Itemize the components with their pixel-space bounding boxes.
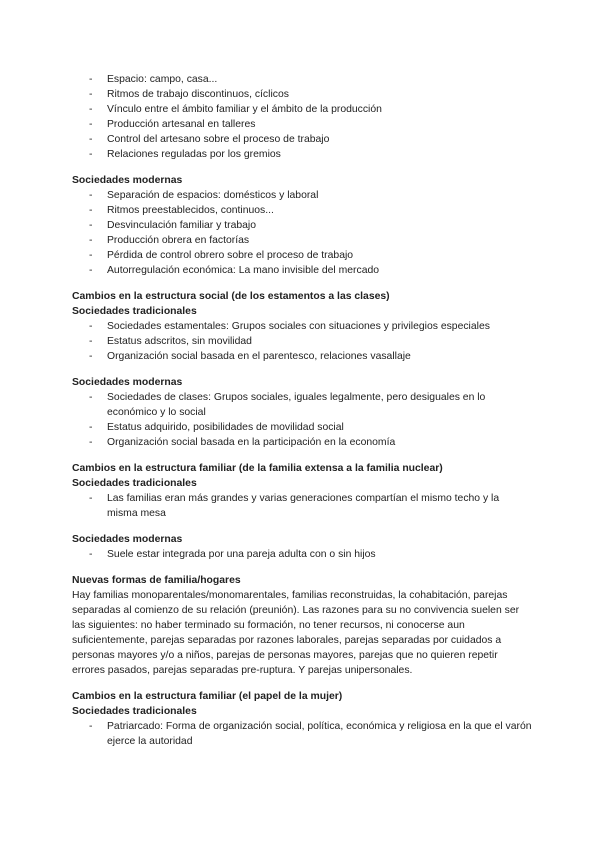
bullet-dash: - bbox=[89, 422, 93, 433]
list-item-text: Las familias eran más grandes y varias generaciones compartían el mismo techo y la misma mesa bbox=[107, 493, 500, 519]
list-item-text: Pérdida de control obrero sobre el proceso de trabajo bbox=[107, 250, 354, 261]
section-heading: Sociedades tradicionales bbox=[72, 706, 197, 717]
list-item bbox=[72, 491, 532, 521]
list-item bbox=[72, 233, 532, 248]
traditional-social-list bbox=[72, 319, 532, 364]
traditional-family-list bbox=[72, 491, 532, 521]
section-title: Nuevas formas de familia/hogares bbox=[72, 575, 241, 586]
list-item bbox=[72, 72, 532, 87]
bullet-dash: - bbox=[89, 89, 93, 100]
section-heading: Sociedades modernas bbox=[72, 377, 183, 388]
list-item-text: Estatus adscritos, sin movilidad bbox=[107, 336, 252, 347]
list-item bbox=[72, 147, 532, 162]
list-item-text: Organización social basada en el parentesco, relaciones vasallaje bbox=[107, 351, 411, 362]
spacer bbox=[72, 678, 532, 689]
list-item-text: Relaciones reguladas por los gremios bbox=[107, 149, 281, 160]
bullet-dash: - bbox=[89, 549, 93, 560]
list-item-text: Suele estar integrada por una pareja adulta con o sin hijos bbox=[107, 549, 376, 560]
list-item bbox=[72, 420, 532, 435]
section-heading: Sociedades tradicionales bbox=[72, 478, 197, 489]
list-item-text: Espacio: campo, casa... bbox=[107, 74, 218, 85]
bullet-dash: - bbox=[89, 220, 93, 231]
modern-social-list bbox=[72, 390, 532, 450]
bullet-dash: - bbox=[89, 119, 93, 130]
bullet-dash: - bbox=[89, 321, 93, 332]
document-content bbox=[72, 72, 532, 749]
modern-society-list bbox=[72, 188, 532, 278]
list-item-text: Sociedades estamentales: Grupos sociales con situaciones y privilegios especiales bbox=[107, 321, 490, 332]
list-item bbox=[72, 87, 532, 102]
list-item bbox=[72, 218, 532, 233]
list-item-text: Estatus adquirido, posibilidades de movilidad social bbox=[107, 422, 344, 433]
list-item bbox=[72, 117, 532, 132]
list-item bbox=[72, 349, 532, 364]
bullet-dash: - bbox=[89, 336, 93, 347]
list-item-text: Control del artesano sobre el proceso de trabajo bbox=[107, 134, 330, 145]
spacer bbox=[72, 562, 532, 573]
bullet-dash: - bbox=[89, 437, 93, 448]
section-heading: Sociedades modernas bbox=[72, 175, 183, 186]
list-item-text: Patriarcado: Forma de organización social, política, económica y religiosa en la que el varón ejerce la autoridad bbox=[107, 721, 532, 747]
list-item-text: Sociedades de clases: Grupos sociales, iguales legalmente, pero desiguales en lo económico y lo social bbox=[107, 392, 486, 418]
bullet-dash: - bbox=[89, 205, 93, 216]
list-item bbox=[72, 102, 532, 117]
modern-family-list bbox=[72, 547, 532, 562]
bullet-dash: - bbox=[89, 190, 93, 201]
bullet-dash: - bbox=[89, 74, 93, 85]
spacer bbox=[72, 450, 532, 461]
bullet-dash: - bbox=[89, 235, 93, 246]
bullet-dash: - bbox=[89, 104, 93, 115]
list-item-text: Vínculo entre el ámbito familiar y el ámbito de la producción bbox=[107, 104, 382, 115]
list-item bbox=[72, 334, 532, 349]
preindustrial-list bbox=[72, 72, 532, 162]
list-item bbox=[72, 719, 532, 749]
bullet-dash: - bbox=[89, 351, 93, 362]
list-item-text: Organización social basada en la participación en la economía bbox=[107, 437, 396, 448]
list-item bbox=[72, 319, 532, 334]
section-heading: Sociedades modernas bbox=[72, 534, 183, 545]
bullet-dash: - bbox=[89, 149, 93, 160]
body-paragraph: Hay familias monoparentales/monomarentales, familias reconstruidas, la cohabitación, parejas separadas al comienzo de su relación (preunión). Las razones para su no convivencia suelen ser las siguientes: no haber terminado su formación, no tener recursos, ni conocerse aun suficientemente, parejas separadas por razones laborales, parejas separadas por cuidados a personas mayores y/o a niños, parejas de personas mayores, parejas que no quieren repetir errores pasados, parejas separadas pre-ruptura. Y parejas unipersonales. bbox=[72, 590, 520, 676]
section-title: Cambios en la estructura familiar (de la familia extensa a la familia nuclear) bbox=[72, 463, 443, 474]
section-title: Cambios en la estructura social (de los estamentos a las clases) bbox=[72, 291, 390, 302]
list-item bbox=[72, 203, 532, 218]
list-item bbox=[72, 435, 532, 450]
list-item bbox=[72, 248, 532, 263]
list-item-text: Separación de espacios: domésticos y laboral bbox=[107, 190, 319, 201]
bullet-dash: - bbox=[89, 134, 93, 145]
list-item bbox=[72, 132, 532, 147]
bullet-dash: - bbox=[89, 493, 93, 504]
list-item bbox=[72, 188, 532, 203]
list-item-text: Desvinculación familiar y trabajo bbox=[107, 220, 256, 231]
spacer bbox=[72, 162, 532, 173]
bullet-dash: - bbox=[89, 392, 93, 403]
spacer bbox=[72, 278, 532, 289]
list-item-text: Ritmos preestablecidos, continuos... bbox=[107, 205, 274, 216]
list-item-text: Producción obrera en factorías bbox=[107, 235, 250, 246]
list-item-text: Ritmos de trabajo discontinuos, cíclicos bbox=[107, 89, 289, 100]
bullet-dash: - bbox=[89, 265, 93, 276]
section-heading: Sociedades tradicionales bbox=[72, 306, 197, 317]
section-title: Cambios en la estructura familiar (el papel de la mujer) bbox=[72, 691, 343, 702]
list-item-text: Autorregulación económica: La mano invisible del mercado bbox=[107, 265, 380, 276]
list-item bbox=[72, 263, 532, 278]
list-item bbox=[72, 390, 532, 420]
list-item-text: Producción artesanal en talleres bbox=[107, 119, 256, 130]
list-item bbox=[72, 547, 532, 562]
bullet-dash: - bbox=[89, 721, 93, 732]
bullet-dash: - bbox=[89, 250, 93, 261]
spacer bbox=[72, 521, 532, 532]
spacer bbox=[72, 364, 532, 375]
traditional-women-list bbox=[72, 719, 532, 749]
